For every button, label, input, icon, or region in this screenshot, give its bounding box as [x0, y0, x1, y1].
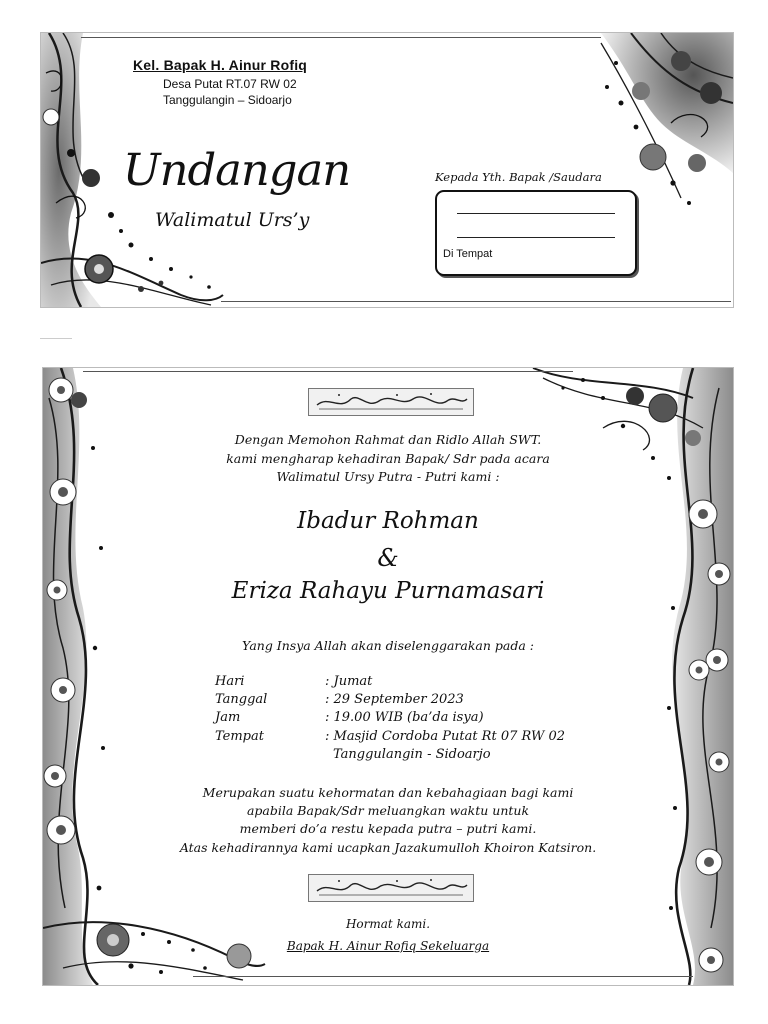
envelope-title: Undangan	[122, 145, 351, 196]
opening-line-3: Walimatul Ursy Putra - Putri kami :	[276, 469, 500, 484]
invitation-top-rule	[83, 371, 573, 372]
closing-line-1: Merupakan suatu kehormatan dan kebahagiaan bagi kami	[202, 785, 574, 800]
sender-name: Kel. Bapak H. Ainur Rofiq	[133, 57, 308, 73]
detail-label-day: Hari	[215, 674, 245, 689]
invitation-bottom-rule	[193, 976, 693, 977]
closing-line-2: apabila Bapak/Sdr meluangkan waktu untuk	[246, 803, 530, 818]
signature: Bapak H. Ainur Rofiq Sekeluarga	[286, 939, 490, 953]
address-line	[457, 213, 615, 214]
envelope-bottom-rule	[221, 301, 731, 302]
detail-label-date: Tanggal	[215, 692, 268, 707]
detail-value-place: : Masjid Cordoba Putat Rt 07 RW 02	[325, 729, 566, 744]
detail-value-place-line-2: Tanggulangin - Sidoarjo	[333, 747, 491, 762]
detail-label-time: Jam	[215, 710, 241, 725]
closing-line-3: memberi do’a restu kepada putra – putri kami.	[239, 821, 537, 836]
detail-value-day: : Jumat	[325, 674, 373, 689]
signature-wrapper	[43, 939, 733, 953]
detail-value-date: : 29 September 2023	[325, 692, 464, 707]
envelope-top-rule	[81, 37, 601, 38]
recipient-label: Kepada Yth. Bapak /Saudara	[435, 170, 602, 184]
detail-label-place: Tempat	[215, 729, 264, 744]
salam-calligraphy-bottom	[308, 874, 474, 902]
invitation-card	[42, 367, 734, 986]
sender-address-line-2: Tanggulangin – Sidoarjo	[163, 93, 292, 107]
event-intro: Yang Insya Allah akan diselenggarakan pada :	[242, 638, 534, 653]
sender-address-line-1: Desa Putat RT.07 RW 02	[163, 77, 297, 91]
salam-calligraphy-top	[308, 388, 474, 416]
separator-mark	[40, 338, 72, 339]
closing-line-4: Atas kehadirannya kami ucapkan Jazakumulloh Khoiron Katsiron.	[179, 840, 597, 855]
address-line	[457, 237, 615, 238]
envelope-subtitle: Walimatul Urs’y	[155, 209, 310, 231]
opening-line-1: Dengan Memohon Rahmat dan Ridlo Allah SWT.	[234, 432, 542, 447]
bride-name: Eriza Rahayu Purnamasari	[231, 578, 545, 604]
detail-value-time: : 19.00 WIB (ba’da isya)	[325, 710, 484, 725]
address-box	[435, 190, 637, 276]
regards: Hormat kami.	[345, 917, 431, 931]
envelope-card	[40, 32, 734, 308]
place-label: Di Tempat	[443, 248, 493, 260]
groom-name: Ibadur Rohman	[297, 508, 479, 534]
opening-line-2: kami mengharap kehadiran Bapak/ Sdr pada acara	[226, 451, 550, 466]
ampersand: &	[377, 544, 399, 572]
